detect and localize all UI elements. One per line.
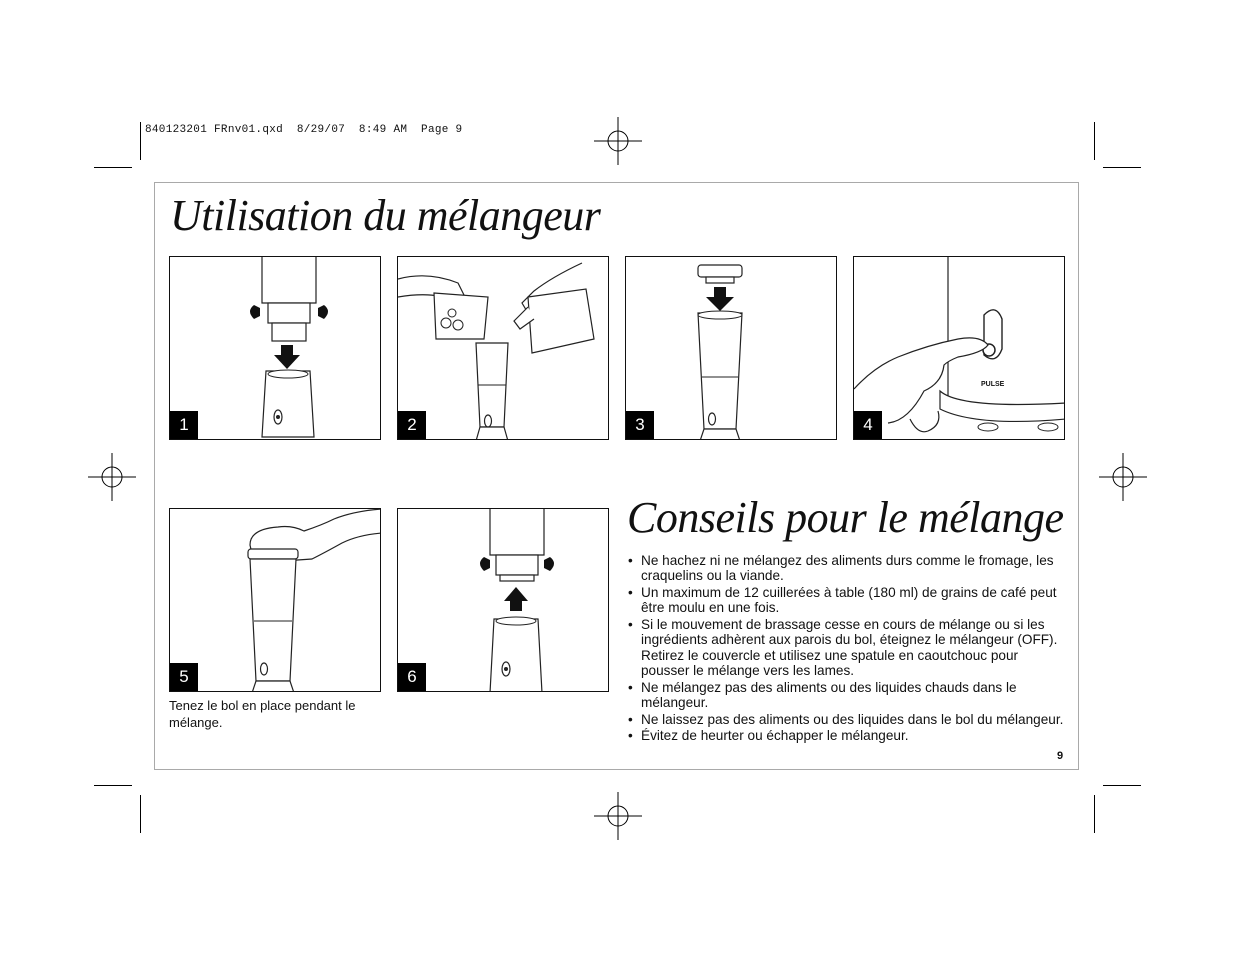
step-6-illustration: [397, 508, 609, 692]
tip-item: • Évitez de heurter ou échapper le mélangeur.: [628, 728, 1068, 743]
step-number-badge: 6: [398, 663, 426, 691]
section-title-tips: Conseils pour le mélange: [627, 493, 1064, 542]
lid-closing-icon: [626, 257, 837, 440]
blender-attach-blade-icon: [170, 257, 381, 440]
tips-list: [628, 553, 1068, 745]
step-3-illustration: [625, 256, 837, 440]
hold-jar-while-blending-icon: [170, 509, 381, 692]
step-number-badge: 4: [854, 411, 882, 439]
step-2-illustration: [397, 256, 609, 440]
step-1-illustration: [169, 256, 381, 440]
step-number-badge: 2: [398, 411, 426, 439]
registration-mark-bottom: [594, 792, 642, 840]
step-5-illustration: [169, 508, 381, 692]
step-4-illustration: [853, 256, 1065, 440]
tip-item: • Un maximum de 12 cuillerées à table (180 ml) de grains de café peut être moulu en une fois.: [628, 585, 1068, 616]
tip-item: • Ne laissez pas des aliments ou des liquides dans le bol du mélangeur.: [628, 712, 1068, 727]
page-number: 9: [1057, 750, 1064, 762]
tip-item: • Si le mouvement de brassage cesse en cours de mélange ou si les ingrédients adhèrent aux parois du bol, éteignez le mélangeur (OFF). Retirez le couvercle et utilisez une spatule en caoutchouc pour pousser le mélange vers les lames.: [628, 617, 1068, 679]
step-number-badge: 3: [626, 411, 654, 439]
step-5-caption: Tenez le bol en place pendant le mélange.: [169, 698, 356, 730]
press-pulse-button-icon: [854, 257, 1065, 440]
pulse-label: PULSE: [981, 381, 1005, 388]
registration-mark-right: [1099, 453, 1147, 501]
section-title-use: Utilisation du mélangeur: [170, 191, 601, 240]
step-number-badge: 1: [170, 411, 198, 439]
registration-mark-top: [594, 117, 642, 165]
tip-item: • Ne mélangez pas des aliments ou des liquides chauds dans le mélangeur.: [628, 680, 1068, 711]
registration-mark-left: [88, 453, 136, 501]
pouring-ingredients-icon: [398, 257, 609, 440]
remove-blade-icon: [398, 509, 609, 692]
tip-item: • Ne hachez ni ne mélangez des aliments durs comme le fromage, les craquelins ou la viande.: [628, 553, 1068, 584]
step-number-badge: 5: [170, 663, 198, 691]
printer-slug-line: 840123201 FRnv01.qxd 8/29/07 8:49 AM Page 9: [145, 124, 463, 136]
